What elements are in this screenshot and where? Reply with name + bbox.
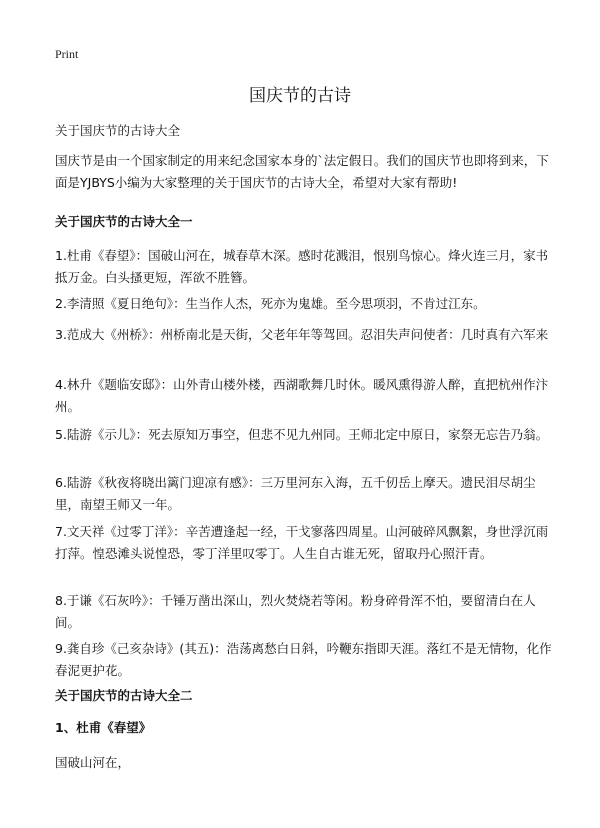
section-heading-2: 关于国庆节的古诗大全二 bbox=[55, 688, 193, 703]
poem-item: 3.范成大《州桥》：州桥南北是天街，父老年年等驾回。忍泪失声问使者：几时真有六军来 bbox=[55, 327, 549, 342]
poem-item: 6.陆游《秋夜将晓出篱门迎凉有感》：三万里河东入海，五千仞岳上摩天。遗民泪尽胡尘里，南望王师又一年。 bbox=[55, 475, 536, 512]
poem-item: 5.陆游《示儿》：死去原知万事空，但悲不见九州同。王师北定中原日，家祭无忘告乃翁。 bbox=[55, 427, 549, 442]
poem-item: 1.杜甫《春望》：国破山河在，城春草木深。感时花溅泪，恨别鸟惊心。烽火连三月，家书抵万金。白头搔更短，浑欲不胜簪。 bbox=[55, 248, 549, 285]
poem-item: 4.林升《题临安邸》：山外青山楼外楼，西湖歌舞几时休。暖风熏得游人醉，直把杭州作汴州。 bbox=[55, 377, 549, 414]
poem-item: 2.李清照《夏日绝句》：生当作人杰，死亦为鬼雄。至今思项羽，不肯过江东。 bbox=[55, 296, 486, 311]
article-subtitle: 关于国庆节的古诗大全 bbox=[55, 123, 181, 138]
page-title: 国庆节的古诗 bbox=[249, 86, 351, 106]
poem-item: 8.于谦《石灰吟》：千锤万凿出深山，烈火焚烧若等闲。粉身碎骨浑不怕，要留清白在人间。 bbox=[55, 593, 536, 630]
poem-line: 国破山河在， bbox=[55, 755, 131, 770]
poem-heading: 1、杜甫《春望》 bbox=[55, 720, 152, 735]
poem-item: 7.文天祥《过零丁洋》：辛苦遭逢起一经，干戈寥落四周星。山河破碎风飘絮，身世浮沉雨打萍。惶恐滩头说惶恐，零丁洋里叹零丁。人生自古谁无死，留取丹心照汗青。 bbox=[55, 524, 549, 561]
poem-item: 9.龚自珍《己亥杂诗》(其五)：浩荡离愁白日斜，吟鞭东指即天涯。落红不是无情物，化作春泥更护花。 bbox=[55, 641, 552, 678]
section-heading-1: 关于国庆节的古诗大全一 bbox=[55, 214, 193, 229]
intro-paragraph: 国庆节是由一个国家制定的用来纪念国家本身的`法定假日。我们的国庆节也即将到来，下面是YJBYS小编为大家整理的关于国庆节的古诗大全，希望对大家有帮助! bbox=[55, 153, 549, 190]
print-label: Print bbox=[55, 47, 79, 61]
